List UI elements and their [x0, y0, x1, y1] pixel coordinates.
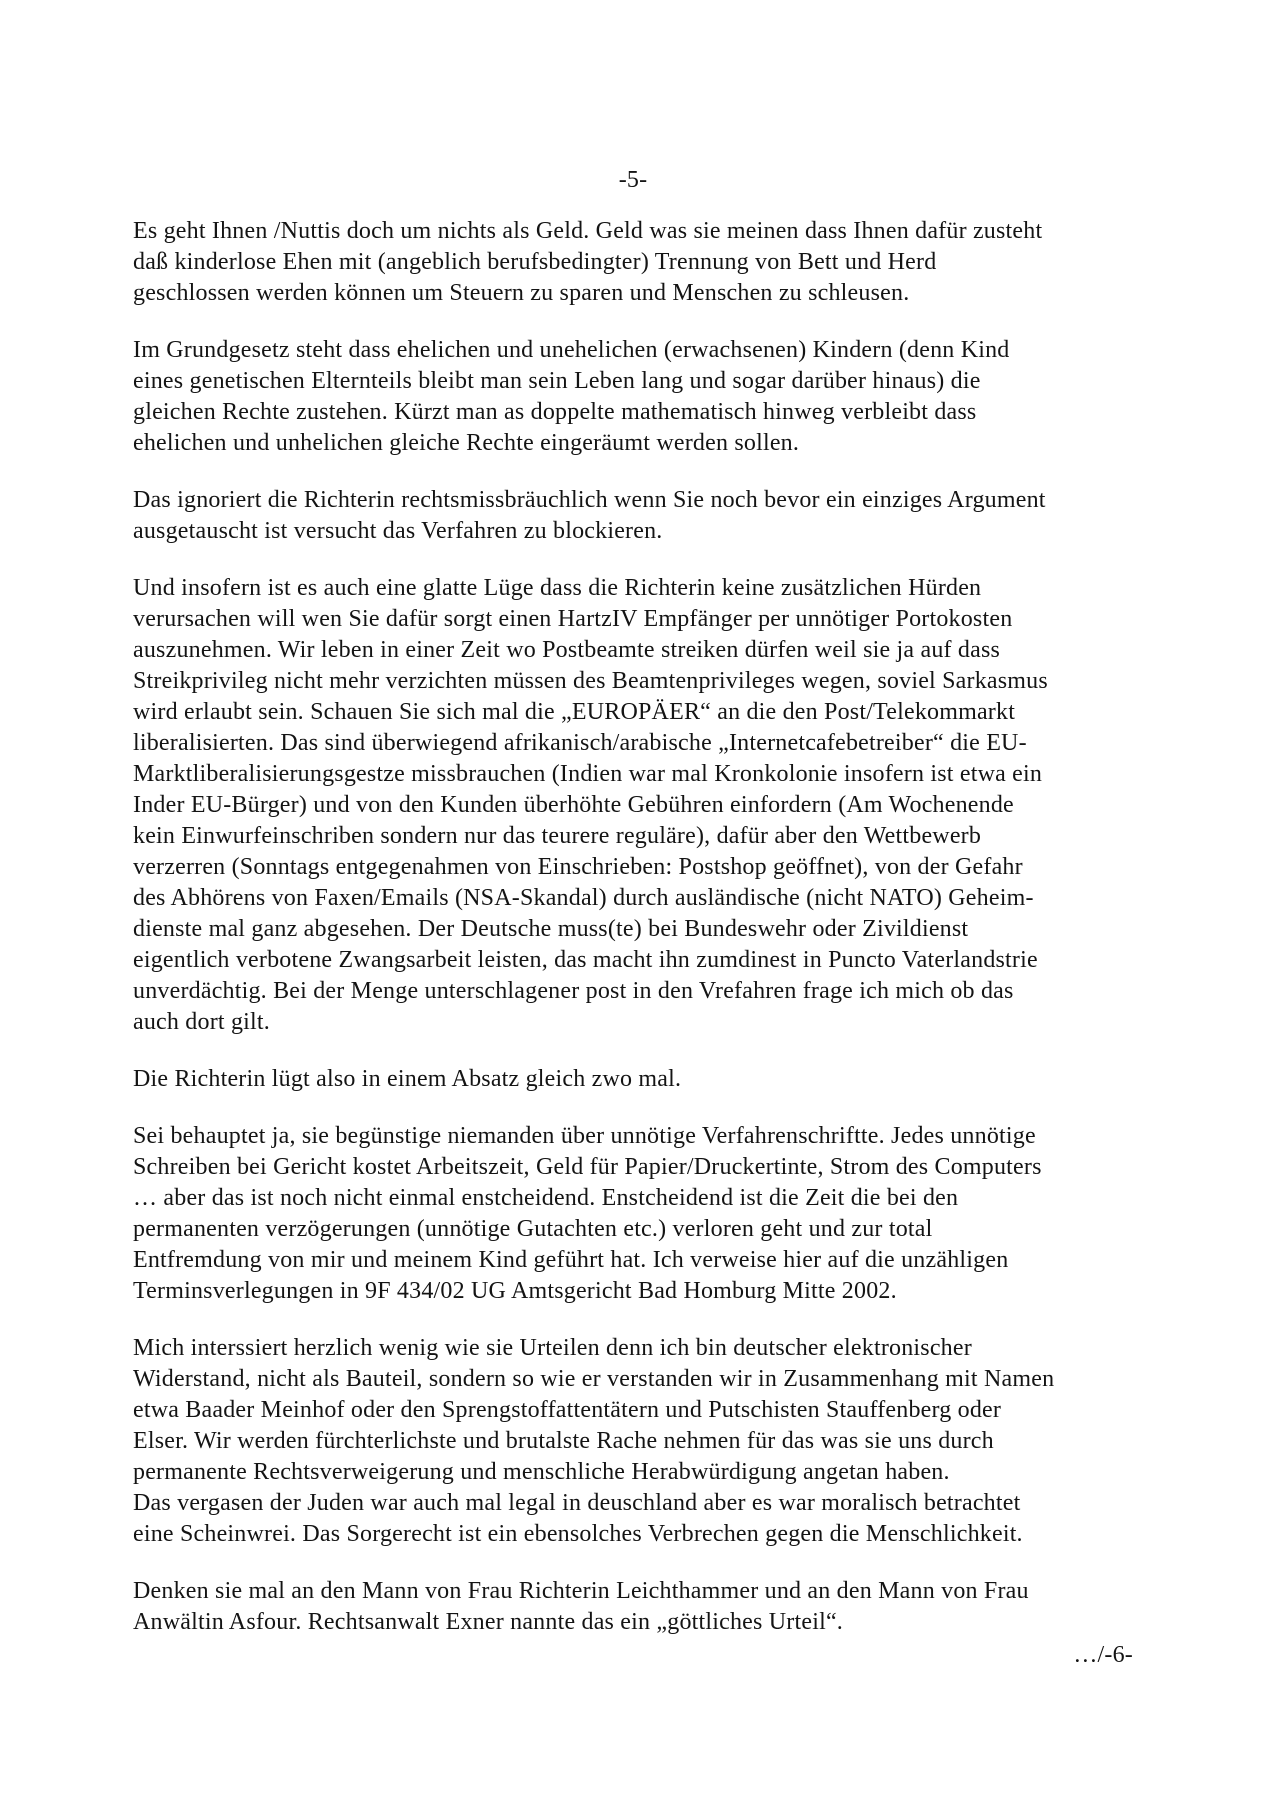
paragraph-4: Und insofern ist es auch eine glatte Lüge dass die Richterin keine zusätzlichen Hürden verursachen will wen Sie dafür sorgt einen HartzIV Empfänger per unnötiger Portokosten auszunehmen. Wir leben in einer Zeit wo Postbeamte streiken dürfen weil sie ja auf dass Streikprivileg nicht mehr verzichten müssen des Beamtenprivileges wegen, soviel Sarkasmus wird erlaubt sein. Schauen Sie sich mal die „EUROPÄER“ an die den Post/Telekommarkt liberalisierten. Das sind überwiegend afrikanisch/arabische „Internetcafebetreiber“ die EU- Marktliberalisierungsgestze missbrauchen (Indien war mal Kronkolonie insofern ist etwa ein Inder EU-Bürger) und von den Kunden überhöhte Gebühren einfordern (Am Wochenende kein Einwurfeinschriben sondern nur das teurere reguläre), dafür aber den Wettbewerb verzerren (Sonntags entgegenahmen von Einschrieben: Postshop geöffnet), von der Gefahr des Abhörens von Faxen/Emails (NSA-Skandal) durch ausländische (nicht NATO) Geheim- dienste mal ganz abgesehen. Der Deutsche muss(te) bei Bundeswehr oder Zivildienst eigentlich verbotene Zwangsarbeit leisten, das macht ihn zumdinest in Puncto Vaterlandstrie unverdächtig. Bei der Menge unterschlagener post in den Vrefahren frage ich mich ob das auch dort gilt.	[133, 575, 1048, 1035]
document-page	[133, 165, 1133, 1671]
paragraph-1: Es geht Ihnen /Nuttis doch um nichts als Geld. Geld was sie meinen dass Ihnen dafür zusteht daß kinderlose Ehen mit (angeblich berufsbedingter) Trennung von Bett und Herd geschlossen werden können um Steuern zu sparen und Menschen zu schleusen.	[133, 218, 1043, 306]
paragraph-8: Denken sie mal an den Mann von Frau Richterin Leichthammer und an den Mann von Frau Anwältin Asfour. Rechtsanwalt Exner nannte das ein „göttliches Urteil“.	[133, 1578, 1029, 1635]
page-number: -5-	[618, 167, 648, 193]
paragraph-2: Im Grundgesetz steht dass ehelichen und unehelichen (erwachsenen) Kindern (denn Kind eines genetischen Elternteils bleibt man sein Leben lang und sogar darüber hinaus) die gleichen Rechte zustehen. Kürzt man as doppelte mathematisch hinweg verbleibt dass ehelichen und unhelichen gleiche Rechte eingeräumt werden sollen.	[133, 337, 1010, 456]
paragraph-7: Mich interssiert herzlich wenig wie sie Urteilen denn ich bin deutscher elektronischer Widerstand, nicht als Bauteil, sondern so wie er verstanden wir in Zusammenhang mit Namen etwa Baader Meinhof oder den Sprengstoffattentätern und Putschisten Stauffenberg oder Elser. Wir werden fürchterlichste und brutalste Rache nehmen für das was sie uns durch permanente Rechtsverweigerung und menschliche Herabwürdigung angetan haben. Das vergasen der Juden war auch mal legal in deuschland aber es war moralisch betrachtet eine Scheinwrei. Das Sorgerecht ist ein ebensolches Verbrechen gegen die Menschlichkeit.	[133, 1335, 1055, 1547]
paragraph-3: Das ignoriert die Richterin rechtsmissbräuchlich wenn Sie noch bevor ein einziges Argument ausgetauscht ist versucht das Verfahren zu blockieren.	[133, 487, 1046, 544]
paragraph-6: Sei behauptet ja, sie begünstige niemanden über unnötige Verfahrenschriftte. Jedes unnötige Schreiben bei Gericht kostet Arbeitszeit, Geld für Papier/Druckertinte, Strom des Computers … aber das ist noch nicht einmal enstcheidend. Enstcheidend ist die Zeit die bei den permanenten verzögerungen (unnötige Gutachten etc.) verloren geht und zur total Entfremdung von mir und meinem Kind geführt hat. Ich verweise hier auf die unzähligen Terminsverlegungen in 9F 434/02 UG Amtsgericht Bad Homburg Mitte 2002.	[133, 1123, 1042, 1304]
paragraph-5: Die Richterin lügt also in einem Absatz gleich zwo mal.	[133, 1066, 682, 1092]
next-page-marker: …/-6-	[1073, 1642, 1133, 1668]
